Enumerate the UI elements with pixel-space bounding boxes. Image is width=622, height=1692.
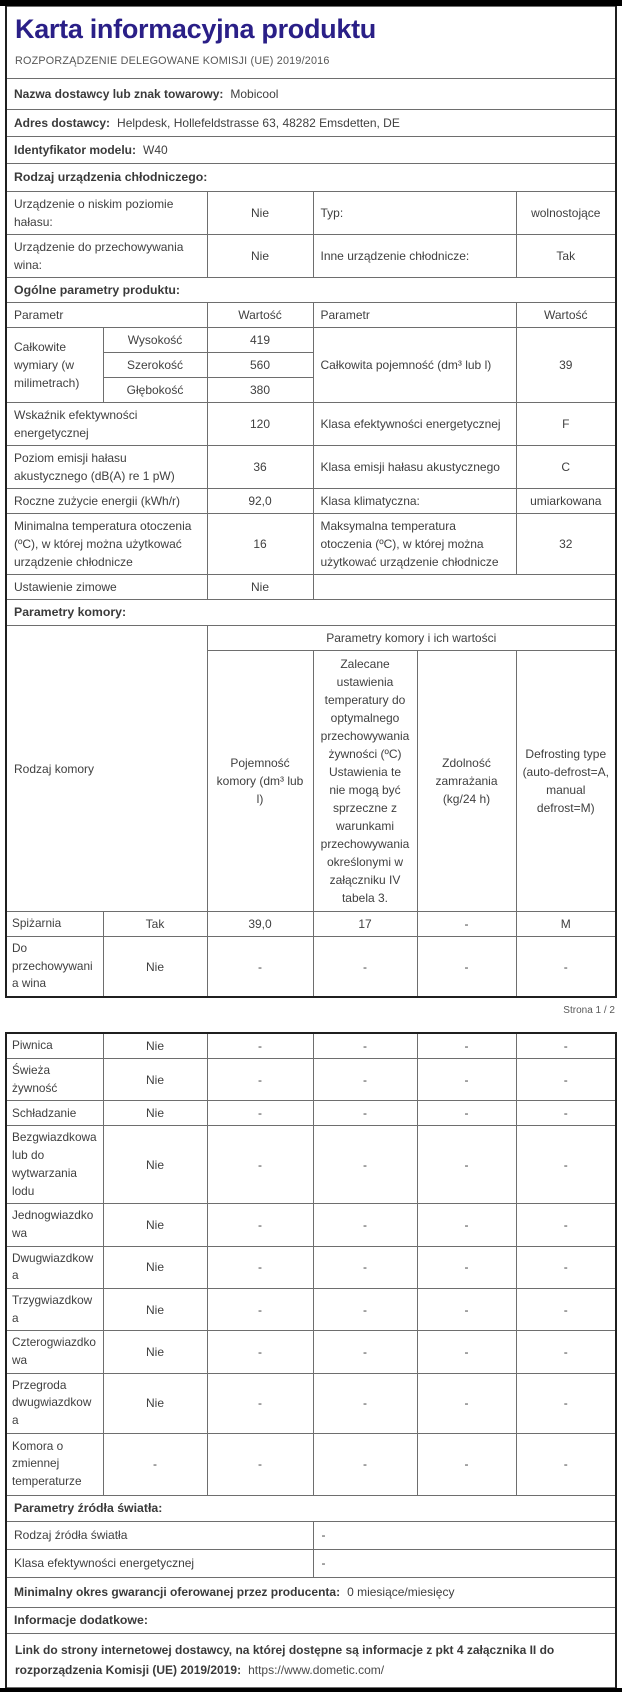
dimension-value-cell: 380 [207,378,313,403]
supplier-address-row [6,109,616,136]
param-label-cell: Roczne zużycie energii (kWh/r) [6,489,207,514]
param-value-cell: Nie [207,234,313,277]
chamber-name-cell: Jednogwiazdkowa [6,1204,103,1246]
column-header-cell: Parametr [6,303,207,328]
supplier-link-label: Link do strony internetowej dostawcy, na której dostępne są informacje z pkt 4 załącznika II do rozporządzenia Komisji (UE) 2019/2019: [15,1642,555,1678]
chamber-row [6,912,616,937]
chamber-value-cell: - [313,937,417,998]
chamber-name-cell: Przegroda dwugwiazdkowa [6,1373,103,1433]
param-value-cell: F [516,403,616,446]
capacity-label-cell: Całkowita pojemność (dm³ lub l) [313,328,516,403]
section-row [6,1495,616,1521]
bottom-border-bar [0,1688,622,1692]
chamber-value-cell: - [313,1033,417,1059]
chamber-value-cell: - [313,1204,417,1246]
general-param-row [6,514,616,575]
chamber-value-cell: - [207,1059,313,1101]
chamber-value-cell: - [516,1204,616,1246]
chamber-group-header-cell: Parametry komory i ich wartości [207,626,616,651]
chamber-name-cell: Piwnica [6,1033,103,1059]
capacity-value-cell: 39 [516,328,616,403]
chamber-value-cell: - [207,1246,313,1288]
chamber-name-cell: Trzygwiazdkowa [6,1288,103,1330]
chamber-name-cell: Czterogwiazdkowa [6,1331,103,1373]
param-label-cell: Urządzenie o niskim poziomie hałasu: [6,191,207,234]
chamber-row [6,1246,616,1288]
dimension-name-cell: Wysokość [103,328,207,353]
chamber-value-cell: - [313,1373,417,1433]
chamber-value-cell: - [313,1101,417,1126]
chamber-row [6,937,616,998]
section-device-type: Rodzaj urządzenia chłodniczego: [6,163,616,191]
section-row [6,163,616,191]
chamber-present-cell: Nie [103,937,207,998]
general-param-row [6,446,616,489]
warranty-cell [6,1577,616,1607]
param-label-cell: Inne urządzenie chłodnicze: [313,234,516,277]
winter-setting-row [6,575,616,600]
chamber-present-cell: Nie [103,1331,207,1373]
device-type-row [6,234,616,277]
chamber-value-cell: - [207,1126,313,1204]
model-identifier-row [6,136,616,163]
model-identifier-cell [6,136,616,163]
supplier-link-url[interactable]: https://www.dometic.com/ [248,1663,385,1678]
column-header-row [6,303,616,328]
chamber-row [6,1204,616,1246]
param-value-cell: - [313,1521,616,1549]
model-identifier-label: Identyfikator modelu: [14,142,137,157]
section-additional-info: Informacje dodatkowe: [6,1607,616,1633]
general-param-row [6,489,616,514]
chamber-value-cell: - [313,1246,417,1288]
chamber-value-cell: - [516,937,616,998]
chamber-present-cell: Nie [103,1288,207,1330]
chamber-value-cell: - [417,1373,516,1433]
chamber-value-cell: - [516,1126,616,1204]
param-value-cell: 120 [207,403,313,446]
chamber-value-cell: - [417,937,516,998]
param-label-cell: Maksymalna temperatura otoczenia (ºC), w której można użytkować urządzenie chłodnicze [313,514,516,575]
chamber-value-cell: - [417,1331,516,1373]
warranty-row [6,1577,616,1607]
param-value-cell: 16 [207,514,313,575]
chamber-name-cell: Komora o zmiennej temperaturze [6,1433,103,1495]
param-label-cell: Klasa efektywności energetycznej [313,403,516,446]
supplier-address-value: Helpdesk, Hollefeldstrasse 63, 48282 Emsdetten, DE [117,115,400,130]
param-label-cell: Poziom emisji hałasu akustycznego (dB(A) re 1 pW) [6,446,207,489]
product-fiche-sheet [0,6,622,1688]
page-indicator: Strona 1 / 2 [563,1005,615,1017]
regulation-subtitle: ROZPORZĄDZENIE DELEGOWANE KOMISJI (UE) 2019/2016 [15,55,330,68]
supplier-address-cell [6,109,616,136]
chamber-group-header-row [6,626,616,651]
supplier-link-cell [6,1633,616,1687]
dimensions-row [6,328,616,353]
chamber-freezing-header-cell: Zdolność zamrażania (kg/24 h) [417,651,516,912]
supplier-name-value: Mobicool [230,86,279,101]
chamber-value-cell: - [516,1246,616,1288]
chamber-value-cell: - [417,1126,516,1204]
chamber-value-cell: - [207,1433,313,1495]
supplier-link-row [6,1633,616,1687]
chamber-present-cell: Nie [103,1059,207,1101]
chamber-value-cell: - [516,1059,616,1101]
chamber-row [6,1033,616,1059]
light-source-row [6,1521,616,1549]
param-label-cell: Klasa efektywności energetycznej [6,1549,313,1577]
general-param-row [6,403,616,446]
chamber-value-cell: - [313,1331,417,1373]
chamber-value-cell: - [417,912,516,937]
chamber-row [6,1059,616,1101]
param-value-cell: - [313,1549,616,1577]
chamber-value-cell: - [313,1433,417,1495]
chamber-value-cell: - [417,1059,516,1101]
section-chamber-params: Parametry komory: [6,600,616,626]
warranty-value: 0 miesiące/miesięcy [347,1585,455,1600]
param-value-cell: 92,0 [207,489,313,514]
chamber-value-cell: - [417,1204,516,1246]
supplier-name-label: Nazwa dostawcy lub znak towarowy: [14,86,224,101]
param-value-cell: Nie [207,575,313,600]
chamber-type-header-cell: Rodzaj komory [6,626,207,912]
chamber-value-cell: - [207,1288,313,1330]
chamber-value-cell: 17 [313,912,417,937]
device-type-row [6,191,616,234]
chamber-name-cell: Dwugwiazdkowa [6,1246,103,1288]
chamber-value-cell: - [313,1059,417,1101]
param-label-cell: Klasa emisji hałasu akustycznego [313,446,516,489]
chamber-value-cell: - [516,1433,616,1495]
chamber-value-cell: - [207,1101,313,1126]
param-label-cell: Klasa klimatyczna: [313,489,516,514]
chamber-present-cell: - [103,1433,207,1495]
chamber-value-cell: - [313,1288,417,1330]
param-label-cell: Minimalna temperatura otoczenia (ºC), w której można użytkować urządzenie chłodnicze [6,514,207,575]
chamber-row [6,1126,616,1204]
param-value-cell: wolnostojące [516,191,616,234]
chamber-present-cell: Nie [103,1246,207,1288]
light-source-row [6,1549,616,1577]
chamber-present-cell: Nie [103,1204,207,1246]
param-label-cell: Wskaźnik efektywności energetycznej [6,403,207,446]
chamber-present-cell: Nie [103,1101,207,1126]
param-label-cell: Ustawienie zimowe [6,575,207,600]
chamber-value-cell: - [516,1033,616,1059]
chamber-value-cell: - [207,1331,313,1373]
page-title: Karta informacyjna produktu [15,14,376,44]
param-value-cell: umiarkowana [516,489,616,514]
chamber-name-cell: Świeża żywność [6,1059,103,1101]
column-header-cell: Parametr [313,303,516,328]
chamber-row [6,1101,616,1126]
chamber-value-cell: - [516,1373,616,1433]
column-header-cell: Wartość [516,303,616,328]
chamber-capacity-header-cell: Pojemność komory (dm³ lub l) [207,651,313,912]
chamber-value-cell: - [516,1288,616,1330]
chamber-value-cell: - [207,1033,313,1059]
warranty-label: Minimalny okres gwarancji oferowanej przez producenta: [14,1585,341,1600]
chamber-value-cell: - [417,1033,516,1059]
section-row [6,1607,616,1633]
chamber-name-cell: Bezgwiazdkowa lub do wytwarzania lodu [6,1126,103,1204]
chamber-value-cell: 39,0 [207,912,313,937]
chamber-present-cell: Tak [103,912,207,937]
chamber-value-cell: - [207,1204,313,1246]
chamber-name-cell: Schładzanie [6,1101,103,1126]
supplier-name-row [6,78,616,109]
chamber-value-cell: - [313,1126,417,1204]
chamber-defrost-header-cell: Defrosting type (auto-defrost=A, manual defrost=M) [516,651,616,912]
chamber-name-cell: Do przechowywania wina [6,937,103,998]
chamber-value-cell: - [516,1331,616,1373]
chamber-value-cell: - [516,1101,616,1126]
chamber-value-cell: - [207,1373,313,1433]
param-value-cell: 32 [516,514,616,575]
dimensions-label-cell: Całkowite wymiary (w milimetrach) [6,328,103,403]
chamber-value-cell: - [417,1101,516,1126]
chamber-present-cell: Nie [103,1126,207,1204]
chamber-value-cell: - [207,937,313,998]
supplier-name-cell [6,78,616,109]
chamber-value-cell: M [516,912,616,937]
param-value-cell: Tak [516,234,616,277]
dimension-name-cell: Szerokość [103,353,207,378]
section-light-source: Parametry źródła światła: [6,1495,616,1521]
chamber-name-cell: Spiżarnia [6,912,103,937]
section-row [6,277,616,302]
empty-cell [313,575,616,600]
column-header-cell: Wartość [207,303,313,328]
title-row [6,7,616,79]
dimension-name-cell: Głębokość [103,378,207,403]
param-value-cell: 36 [207,446,313,489]
model-identifier-value: W40 [143,142,168,157]
chamber-temperature-header-cell: Zalecane ustawienia temperatury do optymalnego przechowywania żywności (ºC) Ustawienia te nie mogą być sprzeczne z warunkami przechowywania określonymi w załączniku IV tabela 3. [313,651,417,912]
dimension-value-cell: 560 [207,353,313,378]
chamber-value-cell: - [417,1433,516,1495]
section-row [6,600,616,626]
supplier-address-label: Adres dostawcy: [14,115,111,130]
param-label-cell: Rodzaj źródła światła [6,1521,313,1549]
param-label-cell: Urządzenie do przechowywania wina: [6,234,207,277]
param-value-cell: Nie [207,191,313,234]
param-label-cell: Typ: [313,191,516,234]
fiche-table-page1 [5,6,617,998]
chamber-value-cell: - [417,1246,516,1288]
chamber-present-cell: Nie [103,1373,207,1433]
chamber-row [6,1433,616,1495]
chamber-value-cell: - [417,1288,516,1330]
chamber-row [6,1331,616,1373]
title-cell [6,7,616,79]
param-value-cell: C [516,446,616,489]
chamber-row [6,1288,616,1330]
chamber-row [6,1373,616,1433]
section-general-params: Ogólne parametry produktu: [6,277,616,302]
chamber-present-cell: Nie [103,1033,207,1059]
fiche-table-page2 [5,1032,617,1687]
dimension-value-cell: 419 [207,328,313,353]
